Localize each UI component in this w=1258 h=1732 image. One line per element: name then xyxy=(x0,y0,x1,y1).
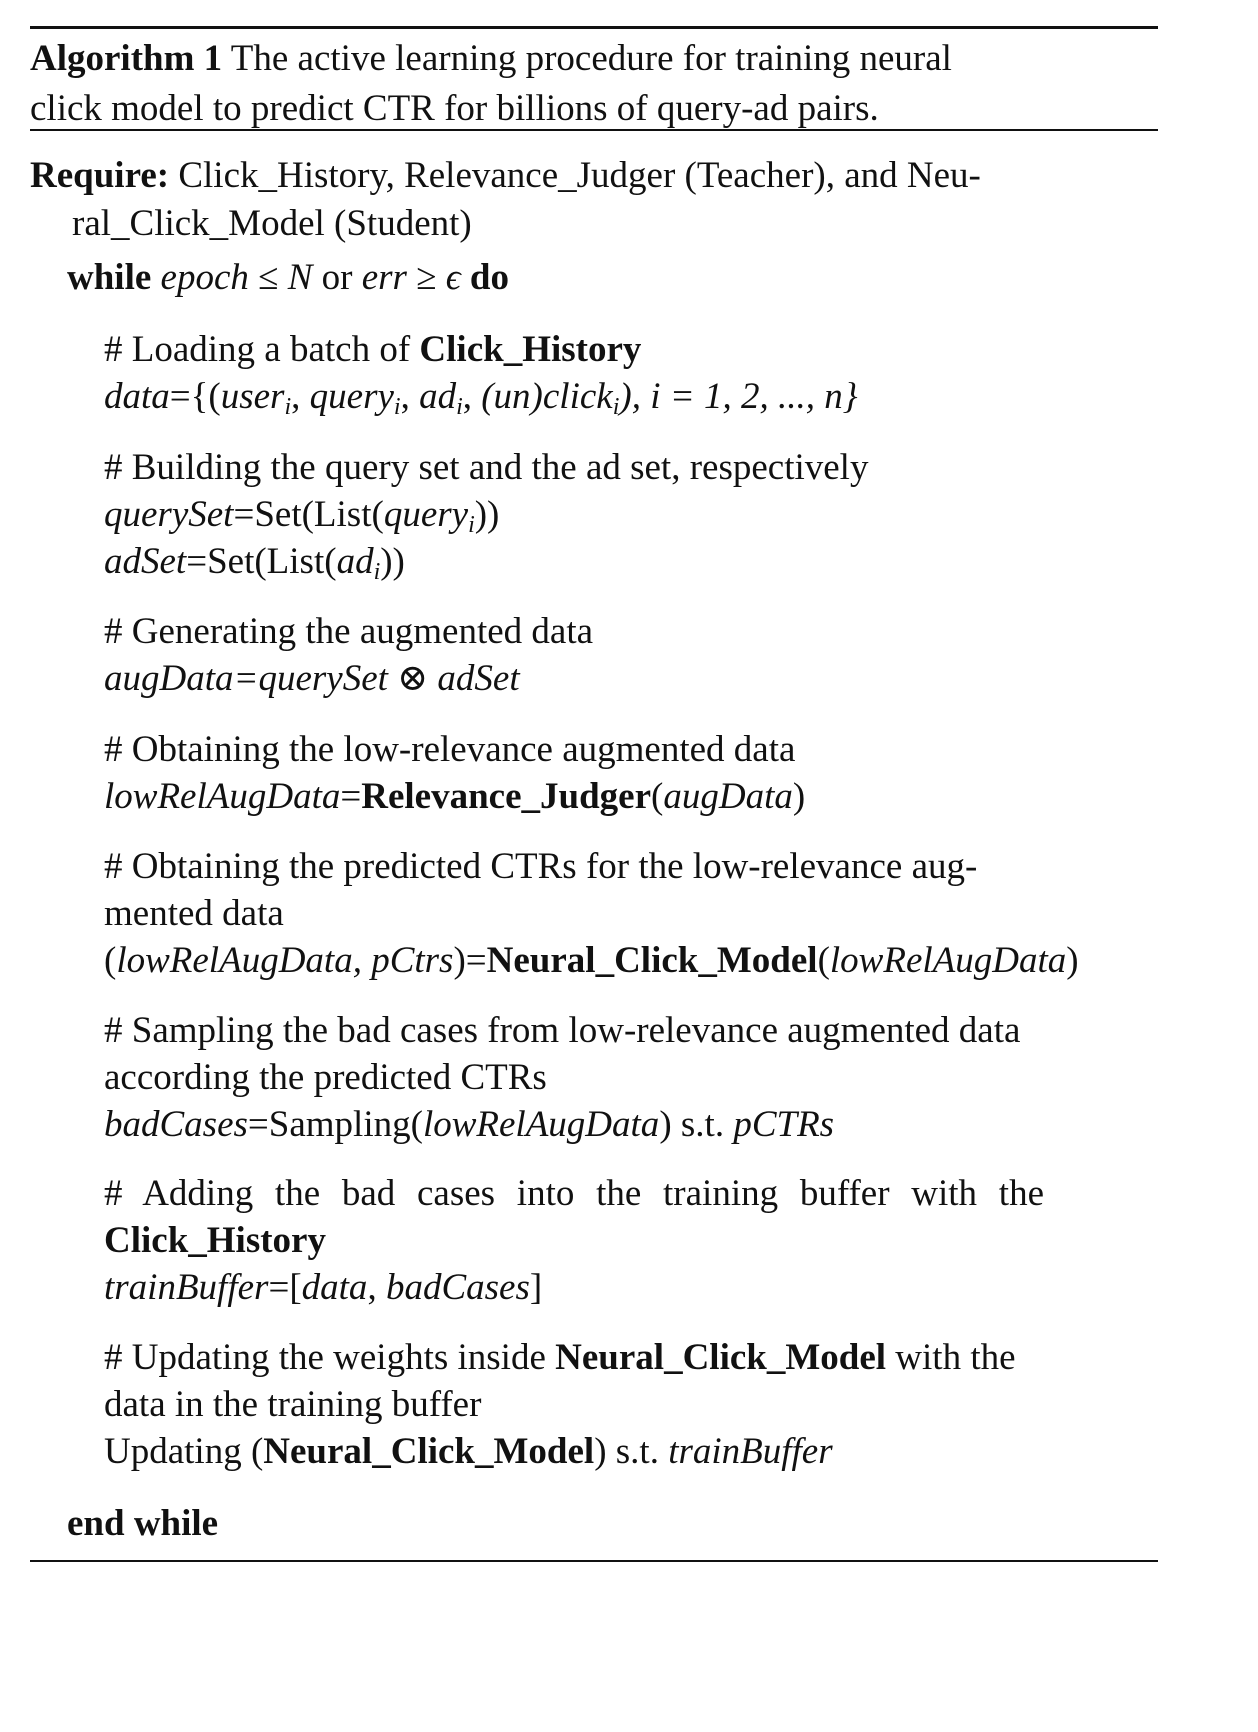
queryset-rhs: =Set(List( xyxy=(233,494,384,535)
bottom-rule xyxy=(30,1560,1158,1562)
ad-var: ad xyxy=(336,541,374,582)
caption-rule xyxy=(30,129,1158,131)
err-var: err xyxy=(361,257,407,298)
subscript: i xyxy=(456,394,463,420)
query-var: query xyxy=(309,376,394,417)
sampling-fn: =Sampling( xyxy=(247,1104,423,1145)
buffer-assignment xyxy=(104,1264,542,1312)
comment-predicted-2: mented data xyxy=(104,893,284,934)
data-assignment: data={(user$_i$, query$_i$, $ad_i$, (un)click$_i$), i = 1, 2, ..., n} xyxy=(104,376,858,420)
subscript: i xyxy=(468,512,475,538)
data-open: ={( xyxy=(169,376,221,417)
data-var: data xyxy=(301,1267,368,1308)
comment-sampling-2: according the predicted CTRs xyxy=(104,1057,547,1098)
subscript: i xyxy=(393,394,401,420)
comment-predicted-1: # Obtaining the predicted CTRs for the low-relevance aug- xyxy=(104,846,978,887)
queryset-var: querySet xyxy=(104,494,234,535)
caption-line-2: click model to predict CTR for billions of query-ad pairs. xyxy=(30,88,879,129)
or-keyword: or xyxy=(321,257,353,298)
trainbuffer-var: trainBuffer xyxy=(668,1431,833,1472)
buffer-sep: , xyxy=(367,1267,386,1308)
algorithm-caption xyxy=(30,34,1160,134)
data-var: data xyxy=(104,376,170,417)
data-tail: ), i = 1, 2, ..., n} xyxy=(619,376,858,417)
caption-line-1: The active learning procedure for training neural xyxy=(230,38,952,79)
buffer-open: =[ xyxy=(268,1267,302,1308)
epsilon-var: ϵ xyxy=(445,257,461,298)
comment-adding-1: # Adding the bad cases into the training buffer with the xyxy=(104,1173,1044,1214)
lowrel-assignment: lowRelAugData=Relevance_Judger(augData) xyxy=(104,776,806,817)
updating-text: Updating ( xyxy=(104,1431,264,1472)
top-rule xyxy=(30,26,1158,29)
comment-bold: Click_History xyxy=(419,329,642,370)
adset-var: adSet xyxy=(104,541,187,582)
buffer-close: ] xyxy=(529,1267,543,1308)
subscript: i xyxy=(284,394,292,420)
comment-adding-2: Click_History xyxy=(104,1220,326,1261)
updating-statement xyxy=(104,1428,833,1476)
comment-loading xyxy=(104,326,641,374)
n-var: N xyxy=(287,257,313,298)
subscript: i xyxy=(612,394,620,420)
predicted-assignment: (lowRelAugData, pCtrs)=Neural_Click_Model(lowRelAugData) xyxy=(104,940,1079,981)
badcases-var: badCases xyxy=(104,1104,248,1145)
comment-bold: Neural_Click_Model xyxy=(555,1337,887,1378)
pred-lhs: lowRelAugData, pCtrs xyxy=(116,940,454,981)
pctrs-var: pCTRs xyxy=(733,1104,835,1145)
require-text-1: Click_History, Relevance_Judger (Teacher), and Neu- xyxy=(178,155,981,196)
sampling-assignment xyxy=(104,1101,834,1149)
comment-updating-1 xyxy=(104,1334,1016,1382)
comment-text: # Loading a batch of xyxy=(104,329,411,370)
augdata-arg: augData xyxy=(663,776,793,817)
pred-arg: lowRelAugData xyxy=(829,940,1067,981)
neural-click-model-fn: Neural_Click_Model xyxy=(263,1431,595,1472)
close-paren: )) xyxy=(474,494,500,535)
trainbuffer-var: trainBuffer xyxy=(104,1267,269,1308)
comment-sampling-1: # Sampling the bad cases from low-relevance augmented data xyxy=(104,1010,1021,1051)
sample-arg: lowRelAugData xyxy=(422,1104,660,1145)
ge-symbol: ≥ xyxy=(416,257,437,298)
query-var: query xyxy=(383,494,469,535)
require-keyword: Require: xyxy=(30,155,170,196)
adset-rhs: =Set(List( xyxy=(186,541,337,582)
comment-generating: # Generating the augmented data xyxy=(104,611,594,652)
while-keyword: while xyxy=(67,257,152,298)
require-text-2: ral_Click_Model (Student) xyxy=(72,203,472,244)
epoch-var: epoch xyxy=(160,257,249,298)
comment-updating-2: data in the training buffer xyxy=(104,1384,482,1425)
comment-text: # Updating the weights inside xyxy=(104,1337,546,1378)
comment-lowrel: # Obtaining the low-relevance augmented data xyxy=(104,729,796,770)
subscript: i xyxy=(373,559,381,585)
algorithm-label: Algorithm 1 xyxy=(30,38,223,79)
st-text: ) s.t. xyxy=(659,1104,725,1145)
user-var: user xyxy=(220,376,285,417)
lowrel-var: lowRelAugData xyxy=(104,776,341,817)
comment-text: with the xyxy=(895,1337,1016,1378)
neural-click-model-fn: Neural_Click_Model xyxy=(486,940,818,981)
require-statement xyxy=(30,152,1160,248)
st-text: ) s.t. xyxy=(594,1431,659,1472)
badcases-var: badCases xyxy=(385,1267,530,1308)
end-while: end while xyxy=(67,1503,219,1544)
while-header xyxy=(67,254,509,302)
augdata-assignment: augData=querySet ⊗ adSet xyxy=(104,658,520,699)
relevance-judger-fn: Relevance_Judger xyxy=(361,776,652,817)
adset-assignment xyxy=(104,538,405,586)
close-paren: )) xyxy=(380,541,405,582)
ad-var: ad xyxy=(419,376,457,417)
queryset-assignment xyxy=(104,491,499,539)
comment-building: # Building the query set and the ad set, respectively xyxy=(104,447,869,488)
do-keyword: do xyxy=(469,257,509,298)
le-symbol: ≤ xyxy=(258,257,279,298)
click-var: (un)click xyxy=(481,376,613,417)
